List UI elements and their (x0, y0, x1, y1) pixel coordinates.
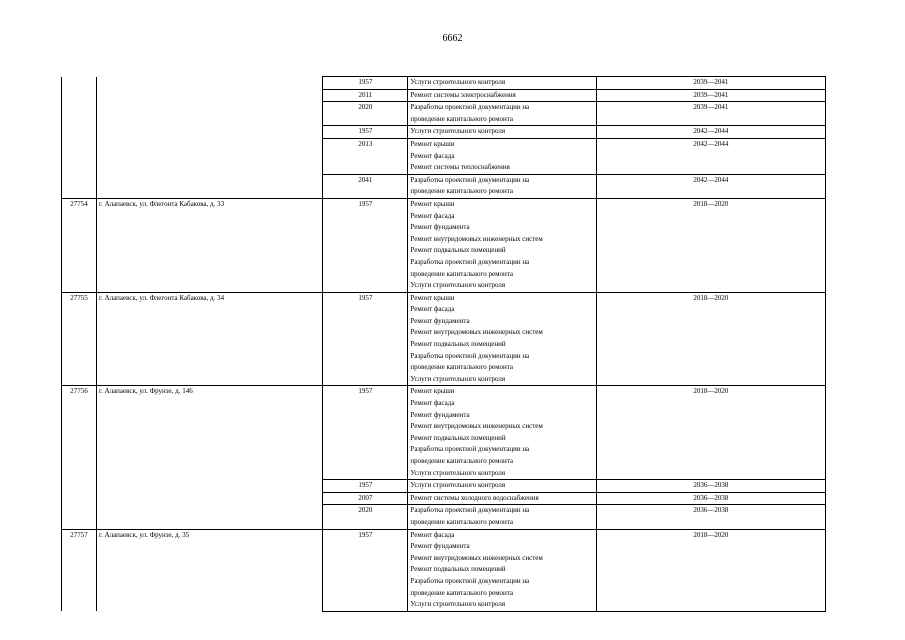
house-id: 27756 (62, 386, 97, 529)
commission-year: 1957 (323, 198, 408, 292)
house-address: г. Алапаевск, ул. Флегонта Кабакова, д. 34 (97, 292, 323, 386)
work-types (408, 89, 596, 102)
commission-year: 2041 (323, 174, 408, 198)
work-item: Ремонт фундамента (410, 410, 470, 419)
work-item: Ремонт внутридомовых инженерных систем (410, 553, 543, 562)
house-id: 27755 (62, 292, 97, 386)
commission-year: 2007 (323, 492, 408, 505)
commission-year: 1957 (323, 529, 408, 611)
house-id (62, 77, 97, 199)
table-row (62, 292, 826, 386)
planned-period: 2039—2041 (596, 77, 825, 90)
work-types (408, 126, 596, 139)
work-item: Разработка проектной документации на (410, 175, 530, 184)
work-item: Ремонт внутридомовых инженерных систем (410, 328, 543, 337)
work-item: Ремонт внутридомовых инженерных систем (410, 234, 543, 243)
work-item: Ремонт фундамента (410, 316, 470, 325)
work-types (408, 505, 596, 529)
work-types (408, 480, 596, 493)
work-item: Разработка проектной документации на (410, 506, 530, 515)
planned-period: 2018—2020 (596, 292, 825, 386)
work-item: Ремонт фасада (410, 399, 455, 408)
work-item: Ремонт крыши (410, 199, 455, 208)
work-item: Ремонт фасада (410, 305, 455, 314)
work-types (408, 492, 596, 505)
work-types (408, 102, 596, 126)
table-row (62, 386, 826, 480)
work-item: Ремонт системы теплоснабжения (410, 163, 510, 172)
work-item: Ремонт системы электроснабжения (410, 90, 516, 99)
commission-year: 2020 (323, 505, 408, 529)
work-types (408, 386, 596, 480)
commission-year: 1957 (323, 480, 408, 493)
work-item: Услуги строительного контроля (410, 468, 506, 477)
work-item: Услуги строительного контроля (410, 281, 506, 290)
work-item: Ремонт подвальных помещений (410, 433, 506, 442)
work-item: Ремонт крыши (410, 293, 455, 302)
house-address: г. Алапаевск, ул. Фрунзе, д. 35 (97, 529, 323, 611)
work-item: Разработка проектной документации на (410, 351, 530, 360)
work-types (408, 77, 596, 90)
planned-period: 2018—2020 (596, 529, 825, 611)
work-item: Ремонт фундамента (410, 542, 470, 551)
planned-period: 2039—2041 (596, 102, 825, 126)
repair-schedule-body (62, 77, 826, 612)
work-types (408, 138, 596, 174)
work-item: Разработка проектной документации на (410, 445, 530, 454)
planned-period: 2039—2041 (596, 89, 825, 102)
work-item: Ремонт фасада (410, 530, 455, 539)
planned-period: 2036—2038 (596, 492, 825, 505)
commission-year: 2013 (323, 138, 408, 174)
work-item: Услуги строительного контроля (410, 78, 506, 86)
work-item: проведение капитального ремонта (410, 363, 513, 372)
commission-year: 1957 (323, 126, 408, 139)
planned-period: 2042—2044 (596, 174, 825, 198)
work-item: Ремонт подвальных помещений (410, 340, 506, 349)
work-item: Ремонт крыши (410, 139, 455, 148)
work-types (408, 174, 596, 198)
commission-year: 2011 (323, 89, 408, 102)
commission-year: 1957 (323, 386, 408, 480)
planned-period: 2042—2044 (596, 126, 825, 139)
work-item: проведение капитального ремонта (410, 114, 513, 123)
house-address (97, 77, 323, 199)
house-id: 27754 (62, 198, 97, 292)
work-item: Услуги строительного контроля (410, 127, 506, 136)
work-item: Разработка проектной документации на (410, 103, 530, 112)
work-item: Ремонт подвальных помещений (410, 246, 506, 255)
commission-year: 2020 (323, 102, 408, 126)
work-item: проведение капитального ремонта (410, 457, 513, 465)
work-item: Ремонт фасада (410, 211, 455, 220)
table-row (62, 529, 826, 611)
planned-period: 2018—2020 (596, 386, 825, 480)
repair-schedule-table (61, 76, 826, 612)
work-item: Ремонт подвальных помещений (410, 565, 506, 574)
table-row (62, 198, 826, 292)
commission-year: 1957 (323, 292, 408, 386)
planned-period: 2036—2038 (596, 480, 825, 493)
work-item: проведение капитального ремонта (410, 517, 513, 526)
work-item: Ремонт внутридомовых инженерных систем (410, 422, 543, 431)
planned-period: 2042—2044 (596, 138, 825, 174)
work-item: Услуги строительного контроля (410, 481, 506, 490)
work-types (408, 292, 596, 386)
planned-period: 2018—2020 (596, 198, 825, 292)
work-item: Ремонт фасада (410, 151, 455, 160)
work-types (408, 198, 596, 292)
work-item: Разработка проектной документации на (410, 576, 530, 585)
commission-year: 1957 (323, 77, 408, 90)
work-item: проведение капитального ремонта (410, 269, 513, 278)
house-address: г. Алапаевск, ул. Фрунзе, д. 146 (97, 386, 323, 529)
work-types (408, 529, 596, 611)
work-item: проведение капитального ремонта (410, 187, 513, 196)
house-address: г. Алапаевск, ул. Флегонта Кабакова, д. 33 (97, 198, 323, 292)
work-item: Разработка проектной документации на (410, 257, 530, 266)
work-item: Услуги строительного контроля (410, 374, 506, 383)
work-item: Услуги строительного контроля (410, 600, 506, 609)
planned-period: 2036—2038 (596, 505, 825, 529)
work-item: Ремонт фундамента (410, 223, 470, 232)
work-item: Ремонт крыши (410, 387, 455, 396)
work-item: Ремонт системы холодного водоснабжения (410, 493, 539, 502)
work-item: проведение капитального ремонта (410, 588, 513, 597)
house-id: 27757 (62, 529, 97, 611)
page-number: 6662 (442, 33, 463, 44)
table-row (62, 77, 826, 90)
